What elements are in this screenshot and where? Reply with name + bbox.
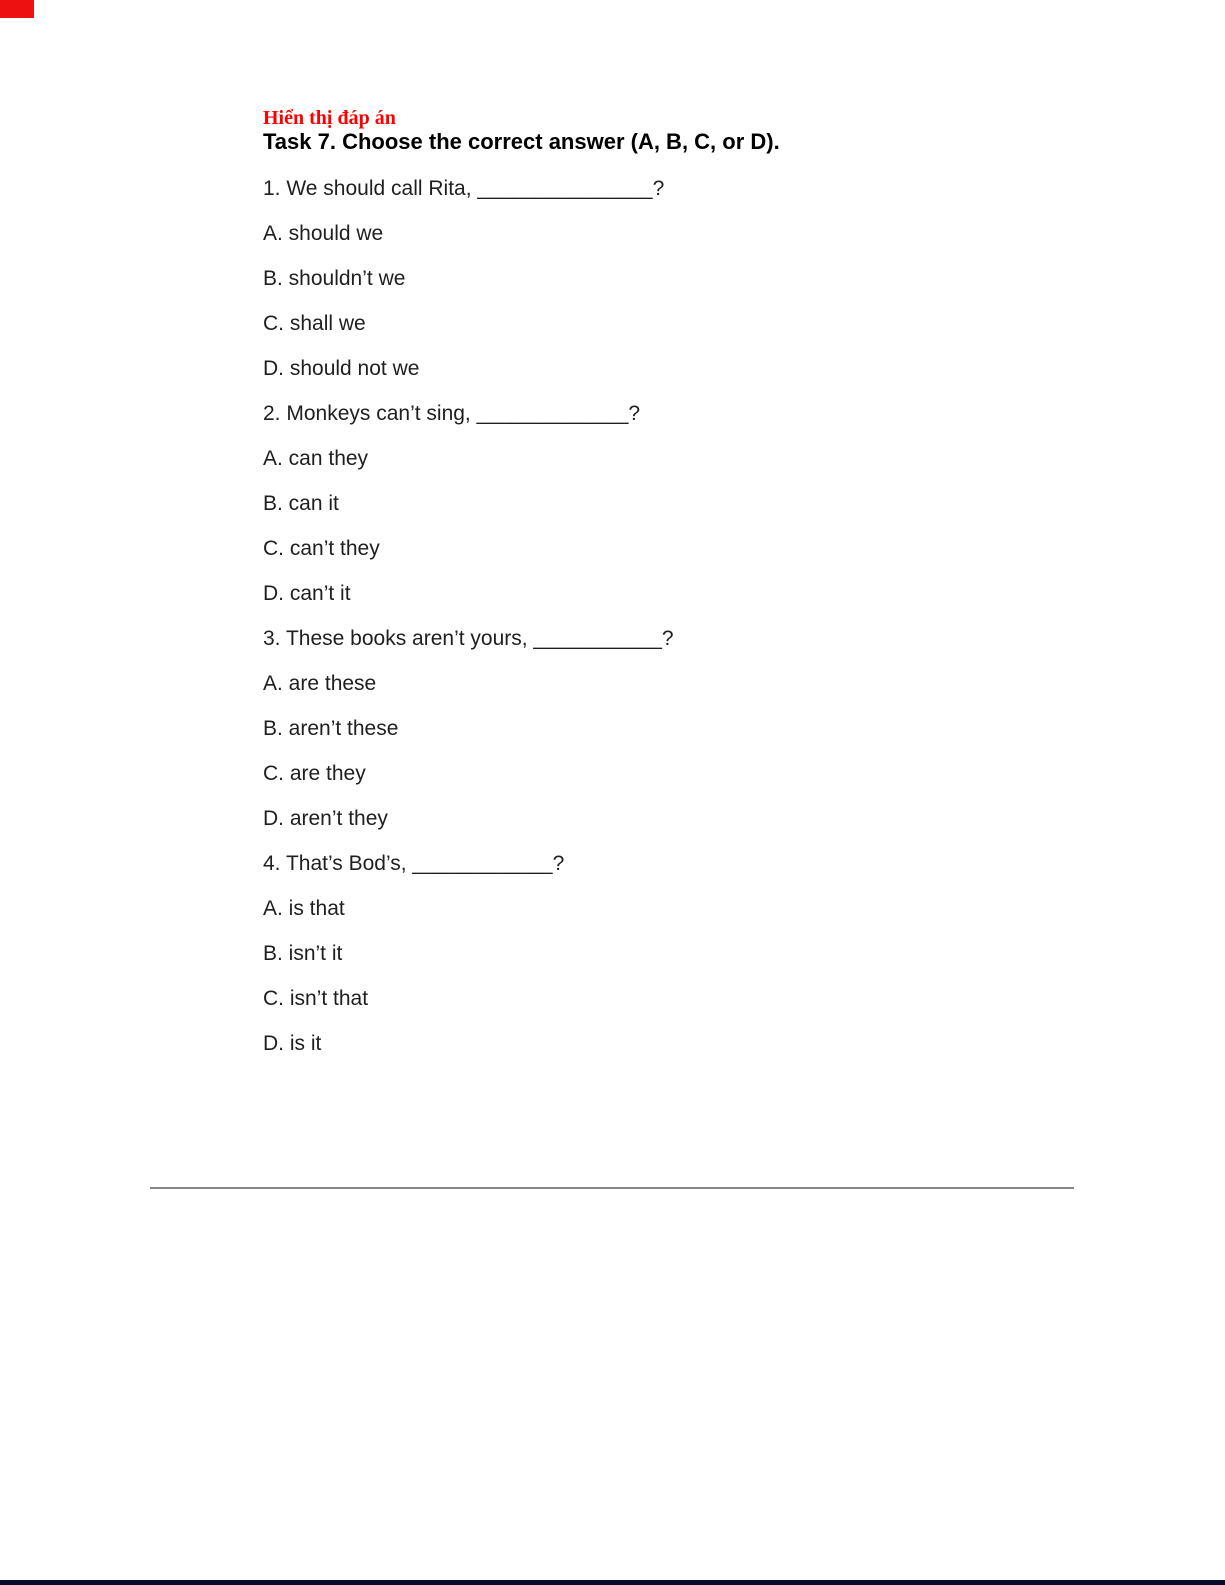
option-item: B. aren’t these (263, 717, 399, 740)
option-item: D. should not we (263, 357, 420, 380)
option-item: C. shall we (263, 312, 366, 335)
option-item: A. are these (263, 672, 377, 695)
question-text: 4. That’s Bod’s, ____________? (263, 852, 565, 875)
question-block (263, 628, 1113, 830)
task-title: Task 7. Choose the correct answer (A, B, C, or D). (263, 129, 780, 154)
option-item: C. are they (263, 762, 366, 785)
section-divider (150, 1187, 1074, 1189)
option-item: A. should we (263, 222, 384, 245)
option-item: C. can’t they (263, 537, 380, 560)
page-bottom-bar (0, 1580, 1225, 1585)
question-text: 1. We should call Rita, _______________? (263, 177, 665, 200)
question-text: 2. Monkeys can’t sing, _____________? (263, 402, 641, 425)
option-item: A. is that (263, 897, 345, 920)
question-text: 3. These books aren’t yours, ___________? (263, 627, 674, 650)
question-block (263, 853, 1113, 1055)
question-block (263, 403, 1113, 605)
option-item: B. shouldn’t we (263, 267, 406, 290)
option-item: D. can’t it (263, 582, 351, 605)
option-item: C. isn’t that (263, 987, 369, 1010)
quiz-content (263, 106, 1113, 1078)
option-item: B. can it (263, 492, 339, 515)
option-item: A. can they (263, 447, 369, 470)
corner-red-marker (0, 0, 34, 18)
option-item: D. aren’t they (263, 807, 388, 830)
show-answer-link[interactable]: Hiển thị đáp án (263, 107, 396, 129)
question-block (263, 178, 1113, 380)
option-item: D. is it (263, 1032, 322, 1055)
option-item: B. isn’t it (263, 942, 343, 965)
